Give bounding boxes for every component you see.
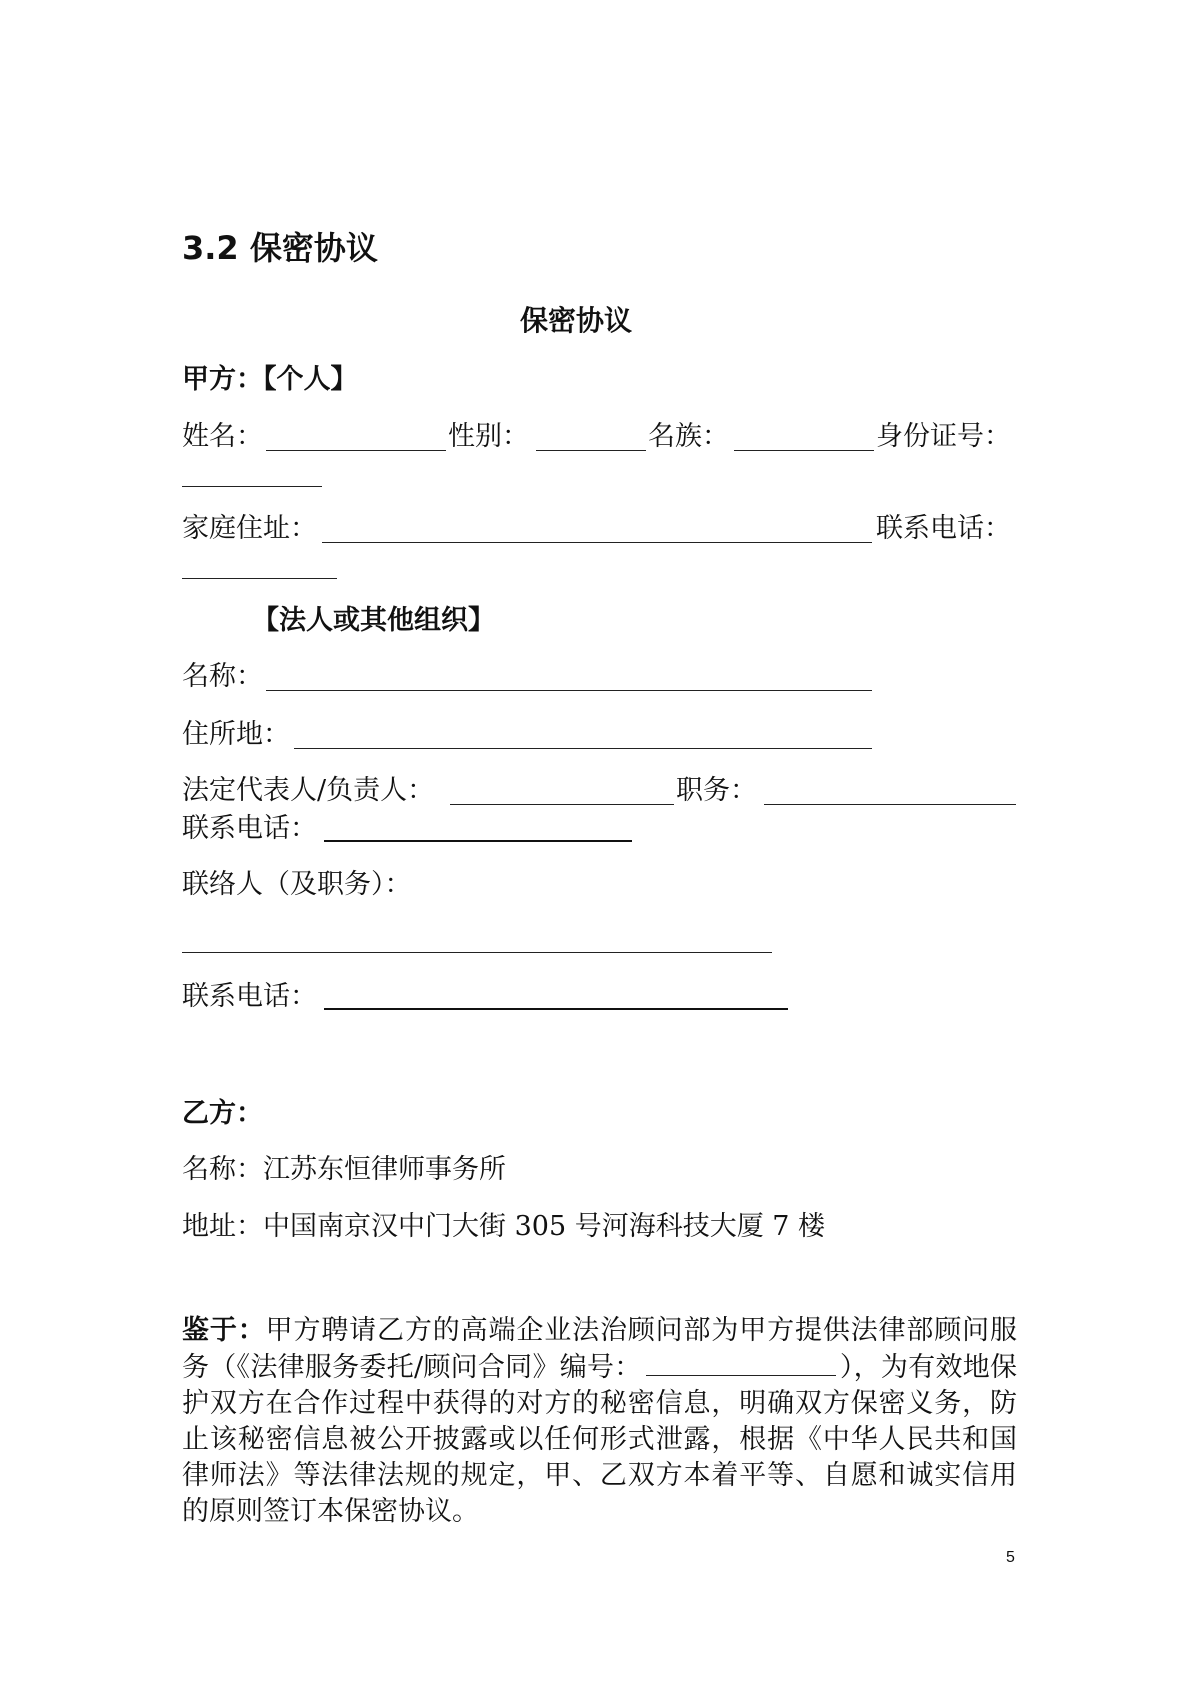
home-address-field[interactable] xyxy=(322,542,872,543)
home-address-label: 家庭住址： xyxy=(182,513,317,544)
name-field[interactable] xyxy=(266,450,446,451)
contract-number-field[interactable] xyxy=(646,1349,836,1376)
page-number: 5 xyxy=(1006,1549,1015,1566)
org-name-field[interactable] xyxy=(266,690,872,691)
ethnicity-label: 名族： xyxy=(648,421,729,452)
legal-rep-field[interactable] xyxy=(450,804,674,805)
id-number-label: 身份证号： xyxy=(876,421,1011,452)
contact-phone-field[interactable] xyxy=(324,1008,788,1010)
contact-person-field[interactable] xyxy=(182,952,772,953)
contact-person-label: 联络人（及职务）： xyxy=(182,869,412,900)
name-label: 姓名： xyxy=(182,421,263,452)
whereas-label: 鉴于： xyxy=(182,1315,266,1346)
gender-label: 性别： xyxy=(448,421,529,452)
whereas-text-before: 甲方聘请乙方的高端企业法治顾问部为甲方提供法律部顾问服务（《法律服务委托/顾问合同》编号： xyxy=(182,1315,1018,1383)
gender-field[interactable] xyxy=(536,450,646,451)
party-b-address: 地址：中国南京汉中门大街 305 号河海科技大厦 7 楼 xyxy=(182,1211,826,1242)
party-a-label: 甲方：【个人】 xyxy=(182,364,358,395)
org-domicile-label: 住所地： xyxy=(182,719,290,750)
section-heading: 3.2 保密协议 xyxy=(182,229,378,267)
org-domicile-field[interactable] xyxy=(294,748,872,749)
position-label: 职务： xyxy=(676,775,757,806)
org-phone-field[interactable] xyxy=(324,840,632,842)
position-field[interactable] xyxy=(764,804,1016,805)
org-name-label: 名称： xyxy=(182,661,263,692)
phone-field[interactable] xyxy=(182,578,337,579)
party-b-name: 名称：江苏东恒律师事务所 xyxy=(182,1154,506,1185)
legal-rep-label: 法定代表人/负责人： xyxy=(182,775,435,806)
document-title: 保密协议 xyxy=(520,304,633,337)
org-heading: 【法人或其他组织】 xyxy=(252,605,495,636)
ethnicity-field[interactable] xyxy=(734,450,874,451)
party-b-label: 乙方： xyxy=(182,1098,263,1129)
contact-phone-label: 联系电话： xyxy=(182,981,317,1012)
whereas-paragraph xyxy=(182,1313,1017,1530)
id-number-field[interactable] xyxy=(182,486,322,487)
org-phone-label: 联系电话： xyxy=(182,813,317,844)
whereas-text-after: ），为有效地保护双方在合作过程中获得的对方的秘密信息，明确双方保密义务，防止该秘密信息被公开披露或以任何形式泄露，根据《中华人民共和国律师法》等法律法规的规定，甲、乙双方本着平等、自愿和诚实信用的原则签订本保密协议。 xyxy=(182,1352,1017,1527)
phone-label: 联系电话： xyxy=(876,513,1011,544)
